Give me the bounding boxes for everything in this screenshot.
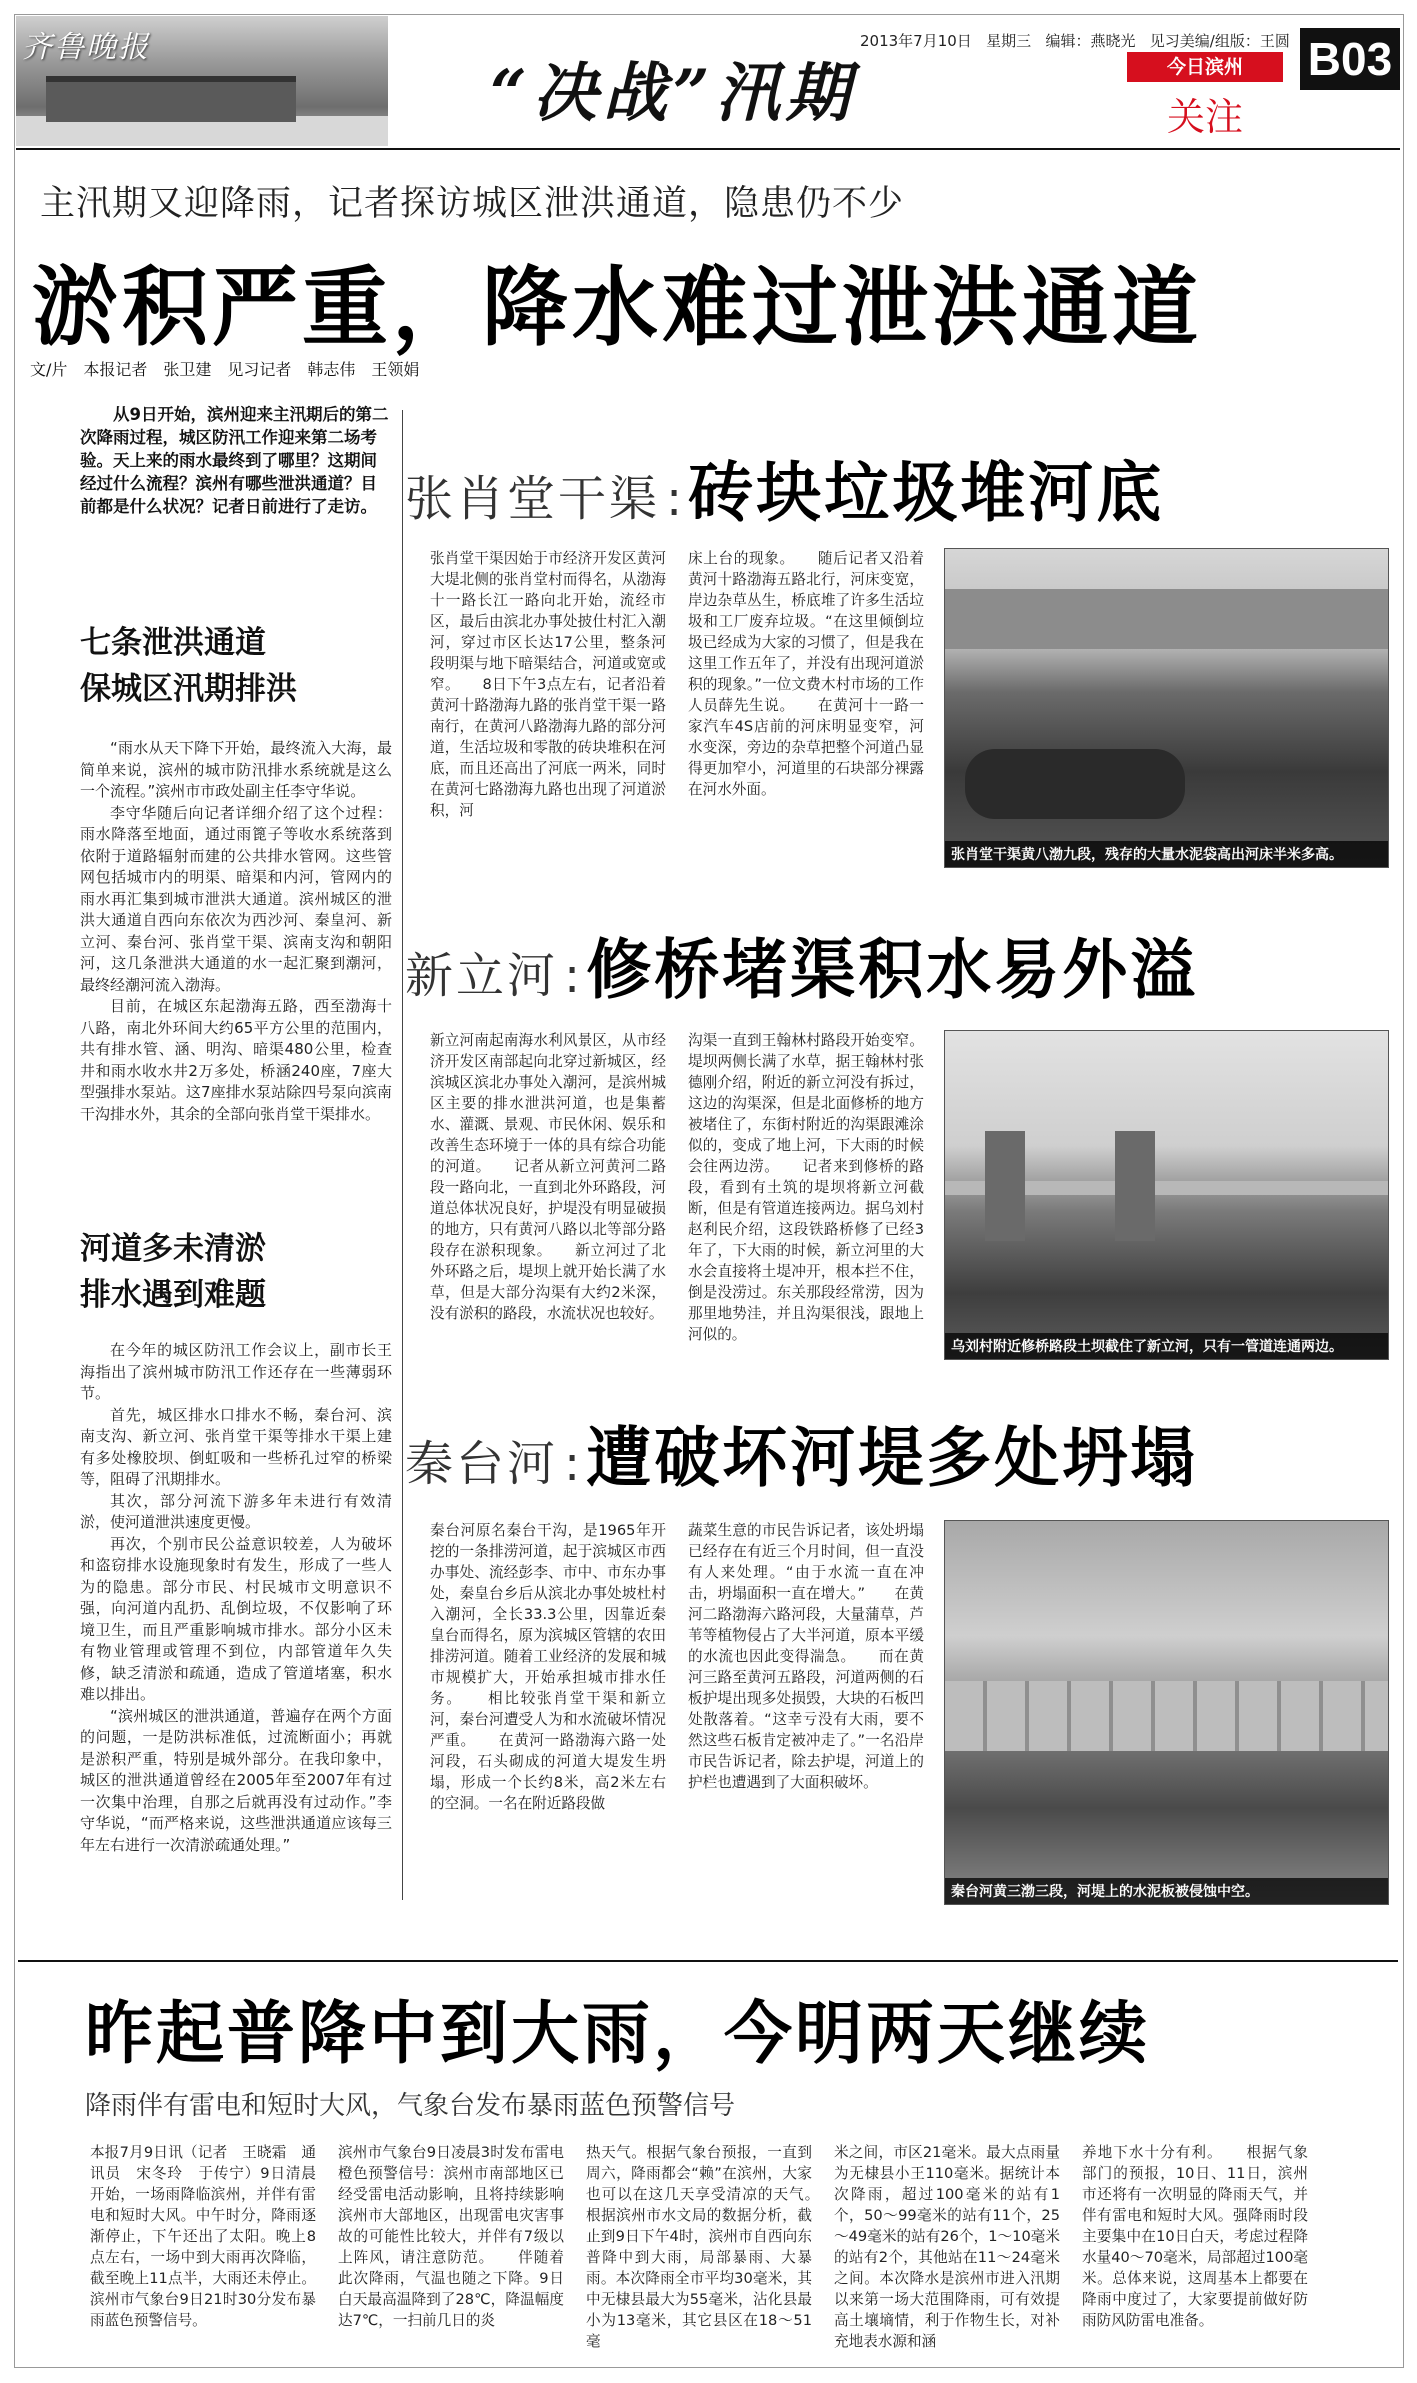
section2-col2: 沟渠一直到王翰林村路段开始变窄。堤坝两侧长满了水草，据王翰林村张德刚介绍，附近的新立河没有拆过，这边的沟渠深，但是北面修桥的地方被堵住了，东街村附近的沟渠跟滩涂似的，变成了地上河，下大雨的时候会往两边涝。 记者来到修桥的路段，看到有土筑的堤坝将新立河截断，但是有管道连接两边。据乌刘村赵利民介绍，这段铁路桥修了已经3年了，下大雨的时候，新立河里的大水会直接将土堤冲开，根本拦不住，倒是没涝过。东关那段经常涝，因为那里地势洼，并且沟渠很浅，跟地上河似的。 bbox=[688, 1032, 924, 1343]
weather-col: 养地下水十分有利。 根据气象部门的预报，10日、11日，滨州市还将有一次明显的降雨天气，并伴有雷电和短时大风。强降雨时段主要集中在10日白天，考虑过程降水量40～70毫米，局部超过100毫米。总体来说，这周基本上都要在降雨中度过了，大家要提前做好防雨防风防雷电准备。 bbox=[1082, 2144, 1308, 2329]
photo-bridge-pier bbox=[985, 1131, 1025, 1241]
paragraph: 再次，个别市民公益意识较差，人为破坏和盗窃排水设施现象时有发生，形成了一些人为的隐患。部分市民、村民城市文明意识不强，向河道内乱扔、乱倒垃圾，不仅影响了环境卫生，而且严重影响城市排水。部分小区未有物业管理或管理不到位，内部管道年久失修，缺乏清淤和疏通，造成了管道堵塞，积水难以排出。 bbox=[80, 1534, 392, 1703]
section2-photo bbox=[944, 1030, 1389, 1360]
paragraph: “雨水从天下降下开始，最终流入大海，最简单来说，滨州的城市防汛排水系统就是这么一个流程。”滨州市市政处副主任李守华说。 bbox=[80, 739, 392, 800]
lead-headline: 淤积严重，降水难过泄洪通道 bbox=[32, 258, 1202, 358]
photo-stone-wall bbox=[945, 1681, 1389, 1751]
section3-caption: 秦台河黄三渤三段，河堤上的水泥板被侵蚀中空。 bbox=[945, 1878, 1388, 1904]
section-title: “决战”汛期 bbox=[490, 56, 856, 131]
subhead-dredge-line2: 排水遇到难题 bbox=[80, 1277, 266, 1313]
section1-col2: 床上台的现象。 随后记者又沿着黄河十路渤海五路北行，河床变宽，岸边杂草丛生，桥底堆了许多生活垃圾和工厂废弃垃圾。“在这里倾倒垃圾已经成为大家的习惯了，但是我在这里工作五年了，并没有出现河道淤积的现象。”一位文费木村市场的工作人员薛先生说。 在黄河十一路一家汽车4S店前的河床明显变窄，河水变深，旁边的杂草把整个河道凸显得更加窄小，河道里的石块部分裸露在河水外面。 bbox=[688, 550, 924, 798]
subhead-dredge bbox=[80, 1226, 266, 1318]
section3-topic: 遭破坏河堤多处坍塌 bbox=[586, 1421, 1199, 1496]
issue-date: 2013年7月10日 bbox=[860, 32, 972, 50]
section3-col2: 蔬菜生意的市民告诉记者，该处坍塌已经存在有近三个月时间，但一直没有人来处理。“由于水流一直在冲击，坍塌面积一直在增大。” 在黄河二路渤海六路河段，大量蒲草，芦苇等植物侵占了大半河道，原本平缓的水流也因此变得湍急。 而在黄河三路至黄河五路段，河道两侧的石板护堤出现多处损毁，大块的石板凹处散落着。“这幸亏没有大雨，要不然这些石板肯定被冲走了。”一名沿岸市民告诉记者，除去护堤，河道上的护栏也遭遇到了大面积破坏。 bbox=[688, 1522, 924, 1791]
photo-bridge-pier bbox=[1115, 1131, 1155, 1241]
weather-col: 本报7月9日讯（记者 王晓霜 通讯员 宋冬玲 于传宁）9日清晨开始，一场雨降临滨州，并伴有雷电和短时大风。中午时分，降雨逐渐停止，下午还出了太阳。晚上8点左右，一场中到大雨再次降临，截至晚上11点半，大雨还未停止。滨州市气象台9日21时30分发布暴雨蓝色预警信号。 bbox=[90, 2144, 316, 2329]
column-divider bbox=[402, 410, 403, 1900]
paragraph: 李守华随后向记者详细介绍了这个过程：雨水降落至地面，通过雨篦子等收水系统落到依附于道路辐射而建的公共排水管网。这些管网包括城市内的明渠、暗渠和内河，管网内的雨水再汇集到城市泄洪大通道。滨州城区的泄洪大通道自西向东依次为西沙河、秦皇河、新立河、秦台河、张肖堂干渠、滨南支沟和朝阳河，这几条泄洪大通道的水一起汇聚到潮河，最终经潮河流入渤海。 bbox=[80, 803, 392, 994]
paper-name: 齐鲁晚报 bbox=[22, 30, 150, 65]
weather-headline: 昨起普降中到大雨，今明两天继续 bbox=[85, 1995, 1151, 2074]
paragraph: 首先，城区排水口排水不畅，秦台河、滨南支沟、新立河、张肖堂干渠等排水干渠上建有多处橡胶坝、倒虹吸和一些桥孔过窄的桥梁等，阻碍了汛期排水。 bbox=[80, 1405, 392, 1488]
section-sub: 关注 bbox=[1166, 95, 1243, 139]
paragraph: 目前，在城区东起渤海五路，西至渤海十八路，南北外环间大约65平方公里的范围内，共有排水管、涵、明沟、暗渠480公里，检查井和雨水收水井2万多处，桥涵240座，7座大型强排水泵站。这7座排水泵站除四号泵向滨南干沟排水外，其余的全部向张肖堂干渠排水。 bbox=[80, 997, 392, 1123]
subhead-dredge-line1: 河道多未清淤 bbox=[80, 1231, 266, 1267]
masthead-rule bbox=[16, 148, 1400, 150]
section1-photo bbox=[944, 548, 1389, 868]
paragraph: “滨州城区的泄洪通道，普遍存在两个方面的问题，一是防洪标准低，过流断面小；再就是淤积严重，特别是城外部分。在我印象中，城区的泄洪通道曾经在2005年至2007年有过一次集中治理，自那之后就再没有过动作。”李守华说，“而严格来说，这些泄洪通道应该每三年左右进行一次清淤疏通处理。” bbox=[80, 1706, 392, 1854]
section1-headline: 张肖堂干渠 :砖块垃圾堆河底 bbox=[405, 456, 1165, 531]
section2-topic: 修桥堵渠积水易外溢 bbox=[586, 933, 1199, 1008]
weather-col: 米之间，市区21毫米。最大点雨量为无棣县小王110毫米。据统计本次降雨，超过100毫米的站有1个，50～99毫米的站有11个，25～49毫米的站有26个，1～10毫米的站有2个，其他站在11～24毫米之间。本次降水是滨州市进入汛期以来第一场大范围降雨，可有效提高土壤墒情，利于作物生长，对补充地表水源和涵 bbox=[834, 2144, 1060, 2350]
weather-col: 滨州市气象台9日凌晨3时发布雷电橙色预警信号：滨州市南部地区已经受雷电活动影响，且将持续影响滨州市大部地区，出现雷电灾害事故的可能性比较大，并伴有7级以上阵风，请注意防范。 伴随着此次降雨，气温也随之下降。9日白天最高温降到了28℃，降温幅度达7℃，一扫前几日的炎 bbox=[338, 2144, 564, 2329]
section3-place: 秦台河 bbox=[405, 1436, 559, 1492]
bottom-rule bbox=[18, 1960, 1398, 1962]
section2-headline: 新立河 :修桥堵渠积水易外溢 bbox=[405, 933, 1199, 1008]
dredge-body bbox=[80, 1340, 392, 1905]
channels-body bbox=[80, 738, 392, 1208]
lead-deck: 主汛期又迎降雨，记者探访城区泄洪通道，隐患仍不少 bbox=[40, 184, 905, 224]
issue-weekday: 星期三 bbox=[986, 32, 1032, 50]
page-number: B03 bbox=[1300, 28, 1400, 90]
issue-info bbox=[860, 30, 1290, 51]
section3-col1: 秦台河原名秦台干沟，是1965年开挖的一条排涝河道，起于滨城区市西办事处、流经彭李、市中、市东办事处，秦皇台乡后从滨北办事处坡杜村入潮河，全长33.3公里，因靠近秦皇台而得名，原为滨城区管辖的农田排涝河道。随着工业经济的发展和城市规模扩大，开始承担城市排水任务。 相比较张肖堂干渠和新立河，秦台河遭受人为和水流破坏情况严重。 在黄河一路渤海六路一处河段，石头砌成的河道大堤发生坍塌，形成一个长约8米，高2米左右的空洞。一名在附近路段做 bbox=[430, 1522, 666, 1812]
photo-buildings bbox=[945, 589, 1389, 649]
section2-caption: 乌刘村附近修桥路段土坝截住了新立河，只有一管道连通两边。 bbox=[945, 1333, 1388, 1359]
paragraph: 其次，部分河流下游多年未进行有效清淤，使河道泄洪速度更慢。 bbox=[80, 1491, 392, 1531]
subhead-channels-line2: 保城区汛期排洪 bbox=[80, 671, 297, 707]
weather-col: 热天气。根据气象台预报，一直到周六，降雨都会“赖”在滨州，大家也可以在这几天享受清凉的天气。 根据滨州市水文局的数据分析，截止到9日下午4时，滨州市自西向东普降中到大雨，局部暴雨、大暴雨。本次降雨全市平均30毫米，其中无棣县最大为55毫米，沾化县最小为13毫米，其它县区在18～51毫 bbox=[586, 2144, 842, 2350]
photo-rubble bbox=[965, 749, 1185, 819]
editor: 编辑：燕晓光 bbox=[1045, 32, 1136, 50]
subhead-channels bbox=[80, 620, 297, 712]
paragraph: 在今年的城区防汛工作会议上，副市长王海指出了滨州城市防汛工作还存在一些薄弱环节。 bbox=[80, 1341, 392, 1402]
art-editor: 见习美编/组版：王圆 bbox=[1149, 32, 1290, 50]
subhead-channels-line1: 七条泄洪通道 bbox=[80, 625, 266, 661]
section3-photo bbox=[944, 1520, 1389, 1905]
lead-byline: 文/片 本报记者 张卫建 见习记者 韩志伟 王领娟 bbox=[30, 360, 420, 379]
section1-col1: 张肖堂干渠因始于市经济开发区黄河大堤北侧的张肖堂村而得名，从渤海十一路长江一路向北开始，流经市区，最后由滨北办事处披仕村汇入潮河，穿过市区长达17公里，整条河段明渠与地下暗渠结合，河道或宽或窄。 8日下午3点左右，记者沿着黄河十路渤海九路的张肖堂干渠一路南行，在黄河八路渤海九路的部分河道，生活垃圾和零散的砖块堆积在河底，而且还高出了河底一两米，同时在黄河七路渤海九路也出现了河道淤积，河 bbox=[430, 550, 666, 819]
section1-topic: 砖块垃圾堆河底 bbox=[688, 456, 1165, 531]
section-tag: 今日滨州 bbox=[1127, 52, 1283, 82]
section3-headline: 秦台河 :遭破坏河堤多处坍塌 bbox=[405, 1421, 1199, 1496]
section2-place: 新立河 bbox=[405, 948, 559, 1004]
section1-caption: 张肖堂干渠黄八渤九段，残存的大量水泥袋高出河床半米多高。 bbox=[945, 841, 1388, 867]
weather-deck: 降雨伴有雷电和短时大风，气象台发布暴雨蓝色预警信号 bbox=[85, 2091, 736, 2121]
section2-col1: 新立河南起南海水利风景区，从市经济开发区南部起向北穿过新城区，经滨城区滨北办事处入潮河，是滨州城区主要的排水泄洪河道，也是集蓄水、灌溉、景观、市民休闲、娱乐和改善生态环境于一体的具有综合功能的河道。 记者从新立河黄河二路段一路向北，一直到北外环路段，河道总体状况良好，护堤没有明显破损的地方，只有黄河八路以北等部分路段存在淤积现象。 新立河过了北外环路之后，堤坝上就开始长满了水草，但是大部分沟渠有大约2米深，没有淤积的路段，水流状况也较好。 bbox=[430, 1032, 666, 1322]
section1-place: 张肖堂干渠 bbox=[405, 471, 661, 527]
masthead-dam bbox=[46, 76, 296, 122]
lead-lede: 从9日开始，滨州迎来主汛期后的第二次降雨过程，城区防汛工作迎来第二场考验。天上来的雨水最终到了哪里？这期间经过什么流程？滨州有哪些泄洪通道？目前都是什么状况？记者日前进行了走访。 bbox=[80, 405, 389, 516]
